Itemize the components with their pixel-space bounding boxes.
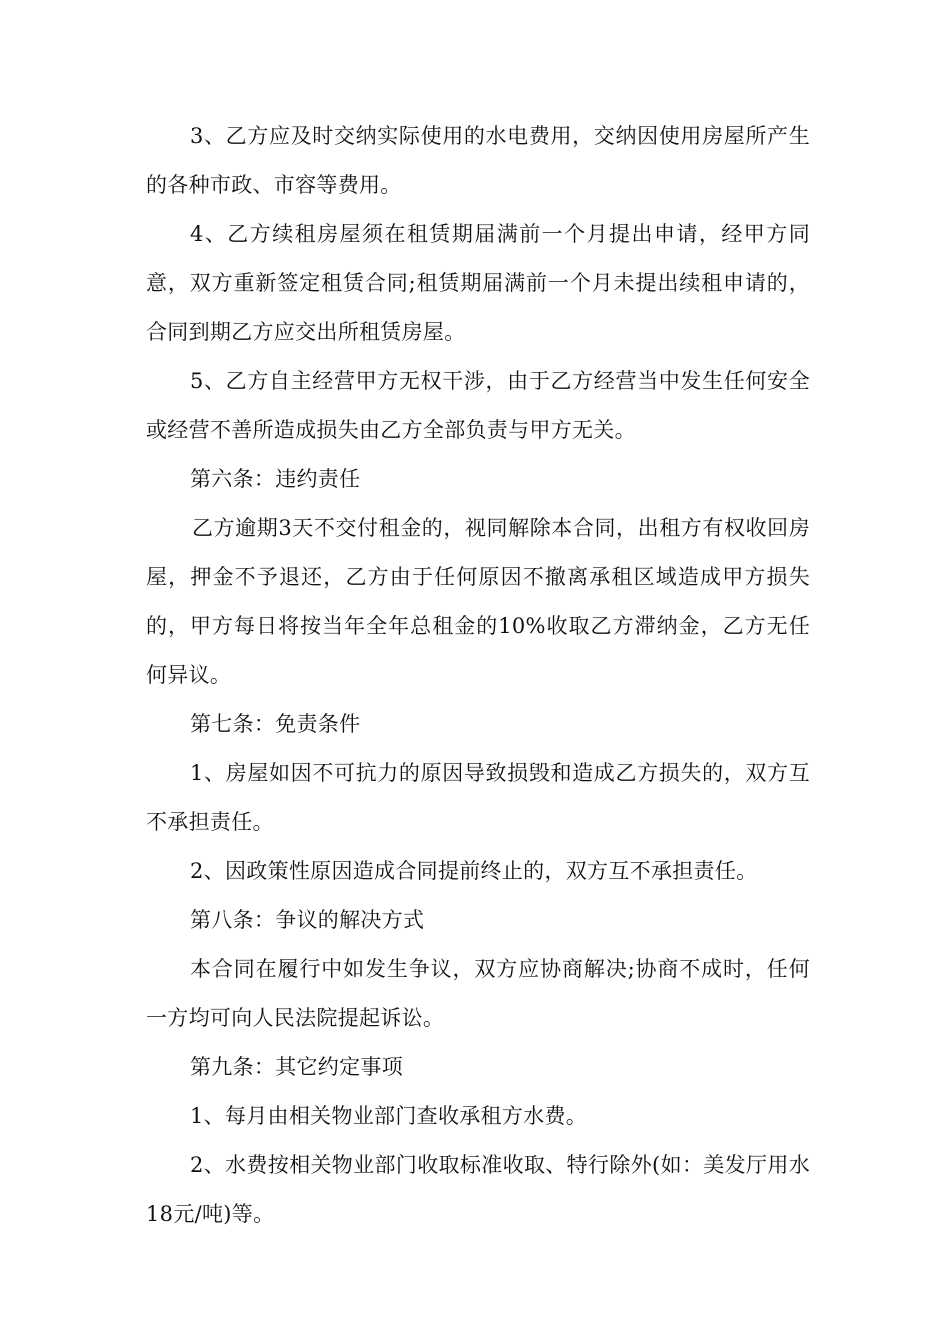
other-paragraph-1: 1、每月由相关物业部门查收承租方水费。 xyxy=(190,1104,588,1128)
section-heading-8: 第八条：争议的解决方式 xyxy=(190,908,425,932)
other-paragraph-2: 2、水费按相关物业部门收取标准收取、特行除外(如：美发厅用水18元/吨)等。 xyxy=(146,1153,810,1226)
section-heading-7: 第七条：免责条件 xyxy=(190,712,361,736)
document-body xyxy=(146,112,810,1239)
clause-paragraph-3: 3、乙方应及时交纳实际使用的水电费用，交纳因使用房屋所产生的各种市政、市容等费用。 xyxy=(146,124,810,197)
exemption-paragraph-1: 1、房屋如因不可抗力的原因导致损毁和造成乙方损失的，双方互不承担责任。 xyxy=(146,761,810,834)
breach-paragraph: 乙方逾期3天不交付租金的，视同解除本合同，出租方有权收回房屋，押金不予退还，乙方由于任何原因不撤离承租区域造成甲方损失的，甲方每日将按当年全年总租金的10%收取乙方滞纳金，乙方无任何异议。 xyxy=(146,516,810,687)
clause-paragraph-5: 5、乙方自主经营甲方无权干涉，由于乙方经营当中发生任何安全或经营不善所造成损失由乙方全部负责与甲方无关。 xyxy=(146,369,810,442)
section-heading-9: 第九条：其它约定事项 xyxy=(190,1055,403,1079)
section-heading-6: 第六条：违约责任 xyxy=(190,467,361,491)
dispute-paragraph: 本合同在履行中如发生争议，双方应协商解决;协商不成时，任何一方均可向人民法院提起诉讼。 xyxy=(146,957,810,1030)
clause-paragraph-4: 4、乙方续租房屋须在租赁期届满前一个月提出申请，经甲方同意，双方重新签定租赁合同;租赁期届满前一个月未提出续租申请的，合同到期乙方应交出所租赁房屋。 xyxy=(146,222,810,344)
exemption-paragraph-2: 2、因政策性原因造成合同提前终止的，双方互不承担责任。 xyxy=(190,859,758,883)
